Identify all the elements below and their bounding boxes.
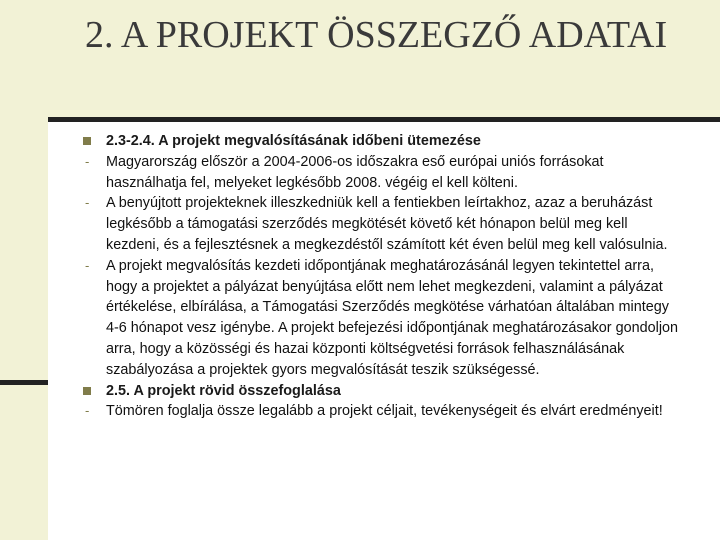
square-bullet-icon xyxy=(83,387,91,395)
title-rule xyxy=(48,117,720,122)
dash-bullet-icon: - xyxy=(85,403,90,419)
dash-bullet-icon: - xyxy=(85,195,90,211)
item-text: Tömören foglalja össze legalább a projekt céljait, tevékenységeit és elvárt eredményeit! xyxy=(106,403,663,420)
heading-text: 2.3-2.4. A projekt megvalósításának időbeni ütemezése xyxy=(106,133,481,149)
slide-title: 2. A PROJEKT ÖSSZEGZŐ ADATAI xyxy=(85,14,668,56)
side-rule xyxy=(0,380,48,385)
dash-bullet-icon: - xyxy=(85,153,90,169)
left-decor-band xyxy=(0,0,48,540)
slide-body xyxy=(83,131,683,422)
heading-schedule xyxy=(83,131,683,152)
list-item xyxy=(83,152,683,194)
item-text: A projekt megvalósítás kezdeti időpontjának meghatározásánál legyen tekintettel arra, hogy a projektet a pályázat benyújtása előtt nem lehet megkezdeni, valamint a pályázat értékelése, elbírálása, a Támogatási Szerződés megkötése várhatóan általában mintegy 4-6 hónapot vesz igénybe. A projekt befejezési időpontjának meghatározásakor gondoljon arra, hogy a közösségi és hazai központi költségvetési források felhasználásának szabályozása a projektek gyors megvalósítását teszik szükségessé. xyxy=(106,257,679,378)
square-bullet-icon xyxy=(83,137,91,145)
heading-summary xyxy=(83,381,683,402)
dash-bullet-icon: - xyxy=(85,257,90,273)
list-item xyxy=(83,193,683,255)
item-text: Magyarország először a 2004-2006-os időszakra eső európai uniós forrásokat használhatja fel, melyeket legkésőbb 2008. végéig el kell költeni. xyxy=(106,153,604,191)
list-item xyxy=(83,256,683,381)
list-item xyxy=(83,401,683,422)
item-text: A benyújtott projekteknek illeszkedniük kell a fentiekben leírtakhoz, azaz a beruházást legkésőbb a támogatási szerződés megkötését követő két hónapon belül meg kell kezdeni, és a fejlesztésnek a megkezdéstől számított két éven belül meg kell valósulnia. xyxy=(106,195,668,253)
heading-text: 2.5. A projekt rövid összefoglalása xyxy=(106,382,341,399)
